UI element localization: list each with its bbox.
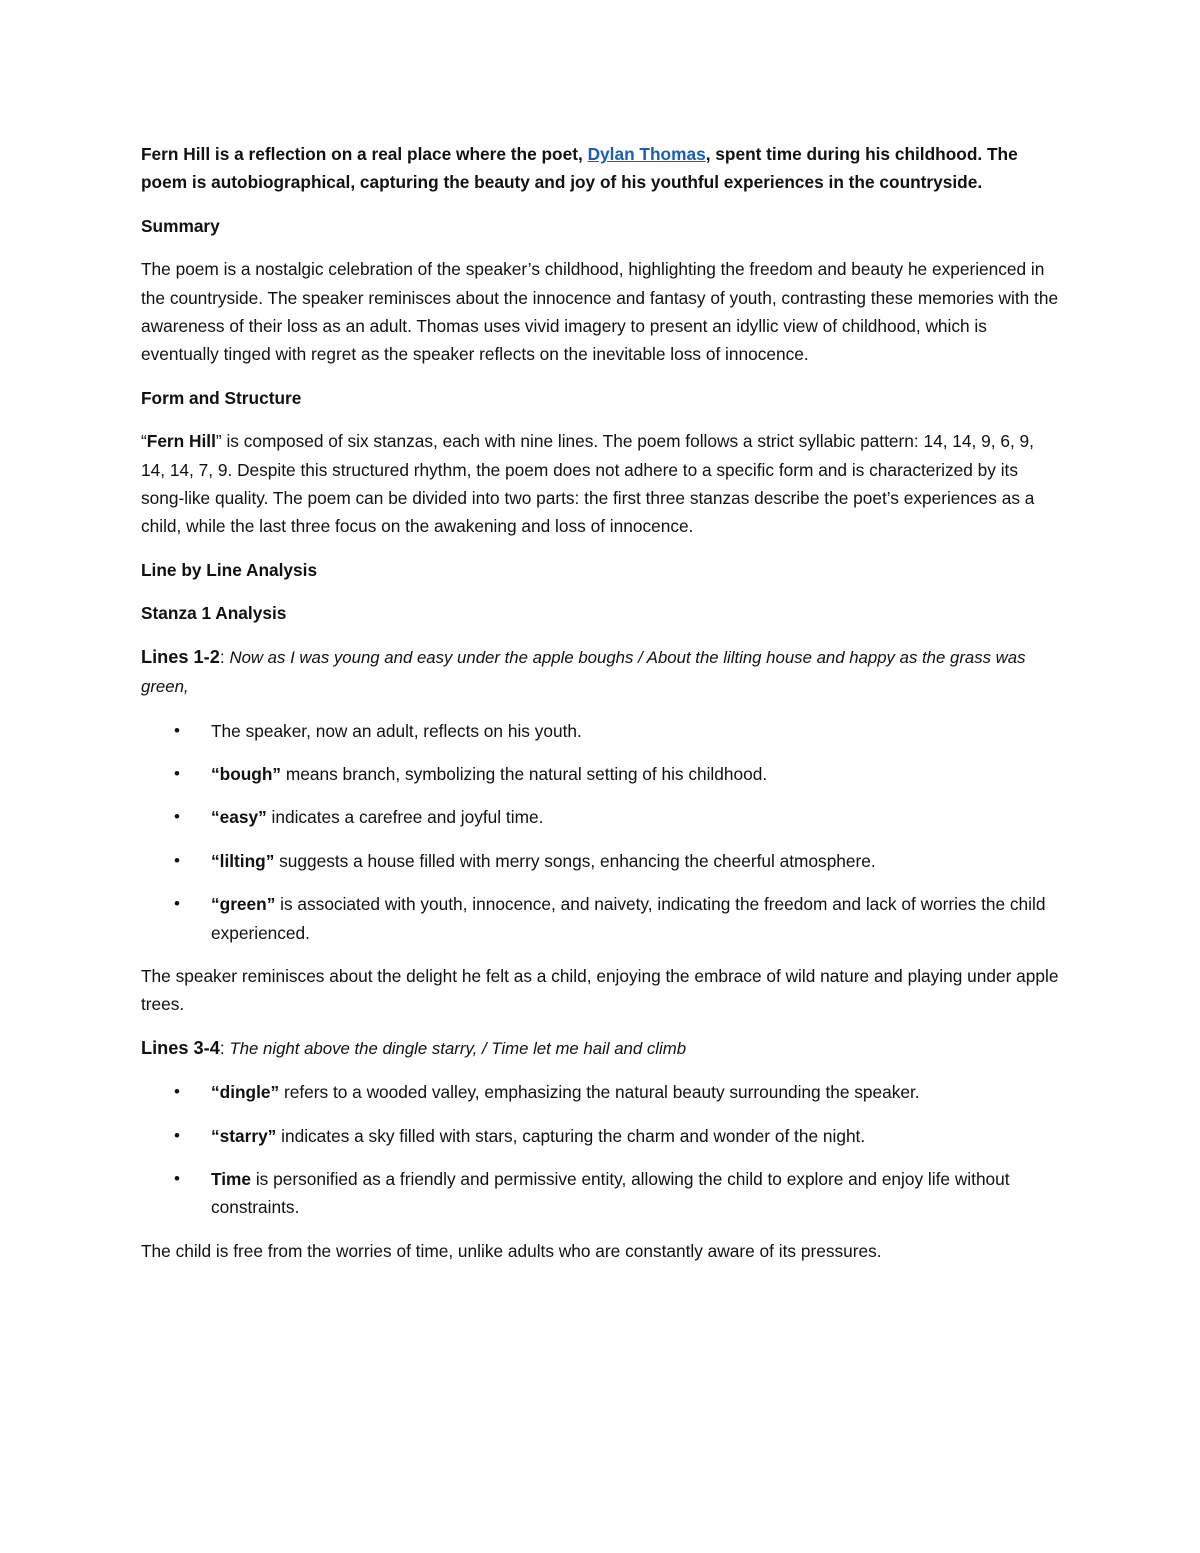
bullet-icon: • (174, 1168, 180, 1188)
summary-paragraph: The poem is a nostalgic celebration of the speaker’s childhood, highlighting the freedom and beauty he experienced in the countryside. The speaker reminisces about the innocence and fantasy of youth, contrasting these memories with the awareness of their loss as an adult. Thomas uses vivid imagery to present an idyllic view of childhood, which is eventually tinged with regret as the speaker reflects on the inevitable loss of innocence. (141, 259, 1059, 365)
document-page (141, 140, 1061, 1280)
lines-1-2-conclusion: The speaker reminisces about the delight he felt as a child, enjoying the embrace of wild nature and playing under apple trees. (141, 965, 1059, 1015)
bullet-text: indicates a carefree and joyful time. (266, 807, 544, 828)
analysis-heading: Line by Line Analysis (141, 559, 318, 580)
bullet-term: “easy” (211, 807, 267, 828)
lines-1-2-label: Lines 1-2 (141, 646, 220, 667)
bullet-icon: • (174, 807, 180, 827)
form-heading: Form and Structure (141, 387, 302, 408)
list-item (141, 1122, 1061, 1150)
bullet-text: refers to a wooded valley, emphasizing the natural beauty surrounding the speaker. (279, 1082, 920, 1103)
lines-1-2-quote: Now as I was young and easy under the apple boughs / About the lilting house and happy as the grass was green, (141, 647, 1026, 697)
stanza-1-heading: Stanza 1 Analysis (141, 603, 287, 624)
summary-heading: Summary (141, 215, 220, 236)
intro-text-end: , spent time during his childhood. The poem is autobiographical, capturing the beauty and joy of his youthful experiences in the countryside. (141, 144, 1018, 193)
bullet-term: “dingle” (211, 1082, 280, 1103)
list-item (141, 847, 1061, 875)
lines-3-4-label: Lines 3-4 (141, 1037, 220, 1058)
lines-3-4-quote: The night above the dingle starry, / Time let me hail and climb (229, 1038, 687, 1058)
lines-1-2-colon: : (219, 646, 230, 667)
bullet-term: “lilting” (211, 850, 275, 871)
bullet-icon: • (174, 1082, 180, 1102)
lines-3-4-colon: : (219, 1037, 230, 1058)
lines-3-4-bullet-list (141, 1078, 1061, 1222)
list-item (141, 717, 1061, 745)
bullet-text: indicates a sky filled with stars, capturing the charm and wonder of the night. (276, 1125, 866, 1146)
intro-text-start: Fern Hill is a reflection on a real place where the poet, (141, 144, 588, 164)
list-item (141, 760, 1061, 788)
bullet-text: is associated with youth, innocence, and naivety, indicating the freedom and lack of worries the child experienced. (211, 894, 1046, 943)
list-item (141, 890, 1061, 947)
bullet-icon: • (174, 1125, 180, 1145)
bullet-icon: • (174, 720, 180, 740)
form-open-quote: “ (141, 431, 147, 452)
poem-title: Fern Hill (146, 431, 216, 452)
bullet-icon: • (174, 850, 180, 870)
list-item (141, 803, 1061, 831)
bullet-term: “bough” (211, 763, 282, 784)
form-text: ” is composed of six stanzas, each with nine lines. The poem follows a strict syllabic pattern: 14, 14, 9, 6, 9, 14, 14, 7, 9. Despite this structured rhythm, the poem does not adhere to a specific form and is characterized by its song-like quality. The poem can be divided into two parts: the first three stanzas describe the poet’s experiences as a child, while the last three focus on the awakening and loss of innocence. (141, 431, 1035, 537)
lines-3-4-paragraph (141, 1034, 1061, 1063)
bullet-term: Time (211, 1168, 252, 1189)
intro-paragraph (141, 140, 1061, 197)
dylan-thomas-link[interactable]: Dylan Thomas (587, 144, 706, 164)
bullet-text: means branch, symbolizing the natural setting of his childhood. (281, 763, 768, 784)
bullet-term: “starry” (211, 1125, 277, 1146)
lines-1-2-bullet-list (141, 717, 1061, 947)
bullet-text: The speaker, now an adult, reflects on his youth. (211, 720, 582, 741)
bullet-text: is personified as a friendly and permissive entity, allowing the child to explore and enjoy life without constraints. (211, 1168, 1010, 1218)
bullet-icon: • (174, 763, 180, 783)
bullet-term: “green” (211, 894, 276, 915)
list-item (141, 1078, 1061, 1106)
form-paragraph (141, 427, 1061, 541)
lines-1-2-paragraph (141, 643, 1061, 702)
lines-3-4-conclusion: The child is free from the worries of time, unlike adults who are constantly aware of its pressures. (141, 1240, 882, 1261)
list-item (141, 1165, 1061, 1222)
bullet-icon: • (174, 894, 180, 914)
bullet-text: suggests a house filled with merry songs, enhancing the cheerful atmosphere. (274, 850, 876, 871)
